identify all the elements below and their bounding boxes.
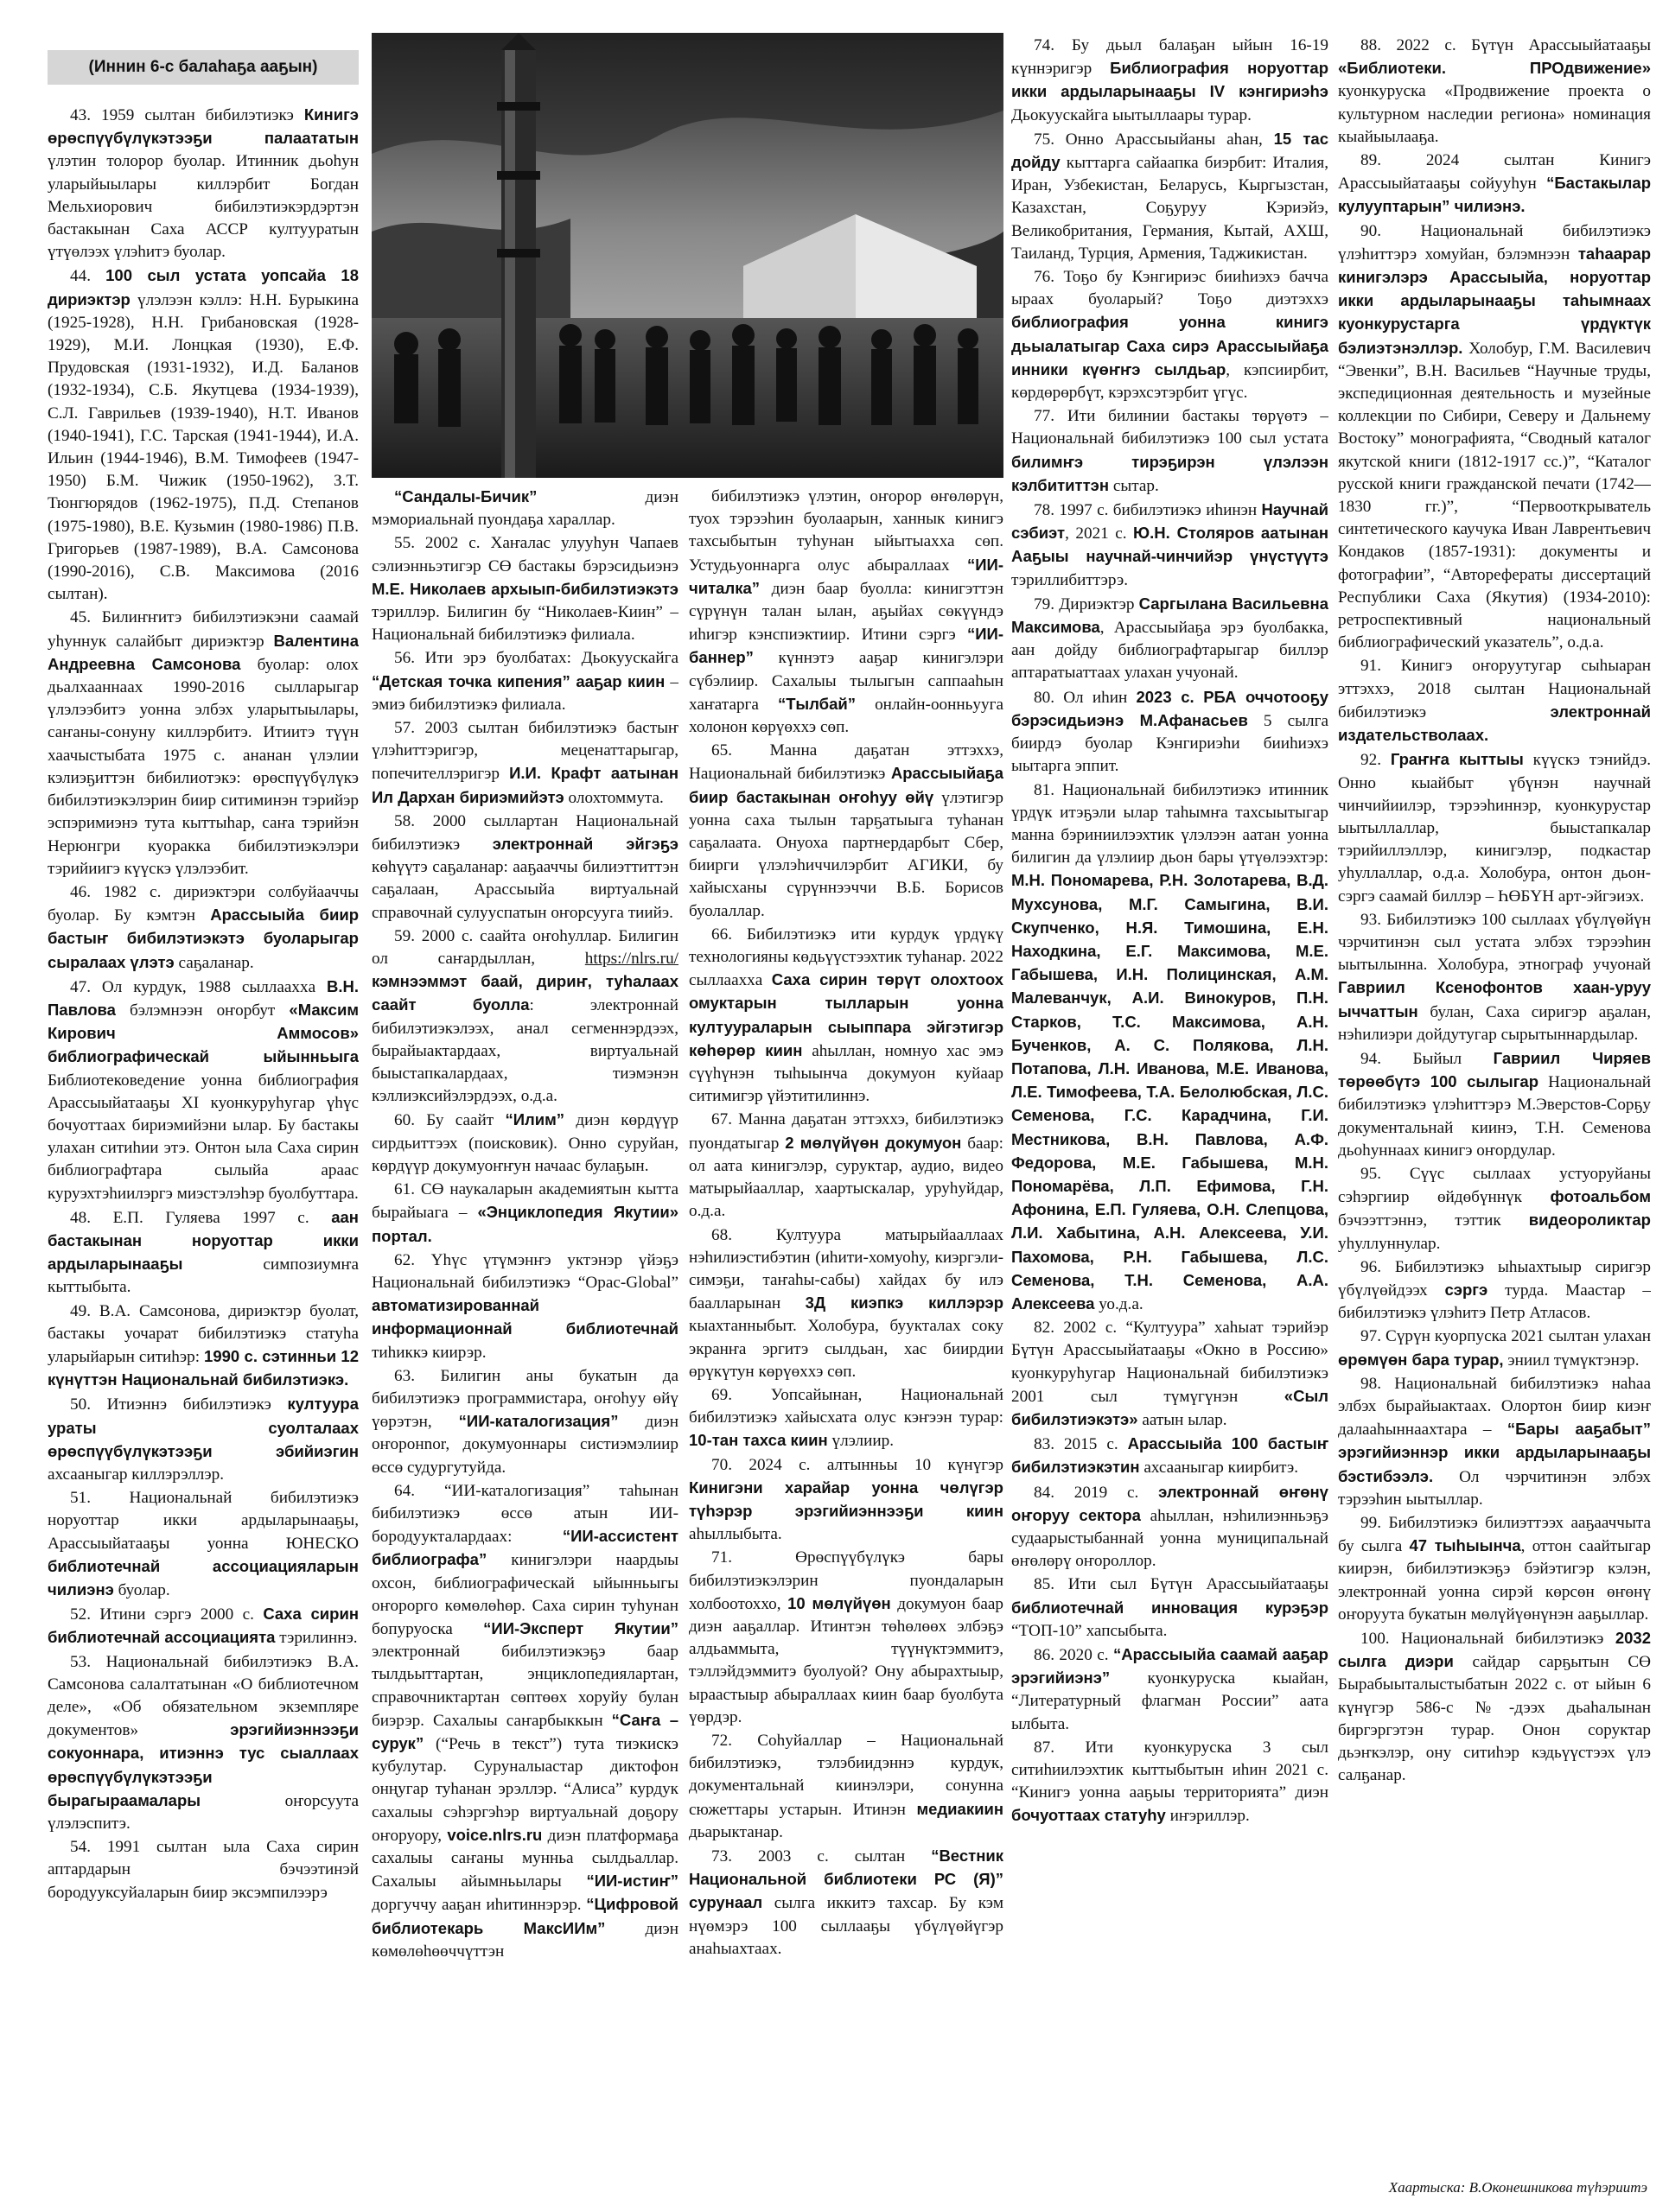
paragraph: 64. “ИИ-каталогизация” таһынан бибилэтиэкэ өссө атын ИИ-бородуукталардаах: “ИИ-ассистент библиографа” кинигэлэри наардыы охсон, библиографическай ыйынньыгы оҥорорго көмөлөһөр. Саха сирин туһунан бопуруоска “ИИ-Эксперт Якутии” электроннай бибилэтиэкэҕэ баар тылдьыттартан, энциклопедиялартан, справочниктартан сөптөөх хоруйу булан биэрэр. Сахалыы саҥарбыккын “Саҥа – сурук” (“Речь в текст”) тута тиэкискэ кубулутар. Суруналыастар диктофон онңугар туһанан эрэллэр. “Алиса” курдук сахалыы сэһэргэһэр виртуальнай доҕору оҥоруору, voice.nlrs.ru диэн платформаҕа сахалыы саҥаны мунньа сылдьаллар. Сахалыы айымньылары “ИИ-истиҥ” доргуччу ааҕан иһитиннэрэр. “Цифровой библиотекарь МаксИИм” диэн көмөлөһөөччүттэн xyxy=(372,1481,678,1961)
paragraph: 49. В.А. Самсонова, дириэктэр буолат, бастакы уочарат бибилэтиэкэ статуһа уларыйарын ситиһэр: 1990 с. сэтинньи 12 күнүттэн Национальнай бибилэтиэкэ. xyxy=(48,1301,359,1389)
paragraph: 76. Тоҕо бу Кэнгириэс бииһиэхэ бачча ыраах буоларый? Тоҕо диэтэххэ библиография уонна кинигэ дьыалатыгар Саха сирэ Арассыыйаҕа инники күөҥҥэ сылдьар, кэпсиирбит, көрдөрөрбүт, кэрэхсэтэрбит үгүс. xyxy=(1011,268,1328,403)
paragraph: 94. Быйыл Гавриил Чиряев төрөөбүтэ 100 сылыгар Национальнай бибилэтиэкэ үлэһиттэрэ М.Эверстов-Сорҕу документальнай киинэ, Т.Н. Семенова дьоһуннаах кинигэ оҥордулар. xyxy=(1338,1048,1651,1160)
paragraph: 62. Үһүс үтүмэнҥэ уктэнэр үйэҕэ Национальнай бибилэтиэкэ “Opac-Global” автоматизированнай информационнай библиотечнай тиһиккэ киирэр. xyxy=(372,1250,678,1362)
paragraph: 71. Өрөспүүбүлүкэ бары бибилэтиэкэлэрин пуондаларын холбоотоххо, 10 мөлүйүөн докумуон баар диэн ааҕаллар. Итинтэн төһөлөөх элбэҕэ алдьаммыта, түүнүктэммитэ, тэллэйдэммитэ буолуой? Ону абырахтыыр, ыраастыыр абыраллаах киин баар буолбута үөрдэр. xyxy=(689,1548,1003,1726)
paragraph: 87. Ити куонкуруска 3 сыл ситиһиилээхтик кыттыбытын иһин 2021 с. “Кинигэ уонна ааҕыы территорията” диэн бочуоттаах статуһу иҥэриллэр. xyxy=(1011,1738,1328,1826)
paragraph: бибилэтиэкэ үлэтин, оҥорор өҥөлөрүн, туох тэрээһин буолаарын, ханнык кинигэ тахсыбытын туһунан ыйытыахха сөп. Устудьуоннарга олус абыраллаах “ИИ-читалка” диэн баар буолла: кинигэттэн сүрүнүн талан ылан, аҕыйах сөкүүндэ иһигэр кэнспиэктиир. Итини сэргэ “ИИ-баннер” күннэтэ ааҕар кинигэлэри сүбэлиир. Сахалыы тылыгын саппааһын хаҥатарга “Тылбай” онлайн-оонньууга холонон көрүөххэ сөп. xyxy=(689,487,1003,737)
paragraph: 68. Култуура матырыйааллаах нэһилиэстибэтин (иһити-хомуоһу, киэргэли-симэҕи, таҥаһы-сабы) хайдах бу илэ баалларынан 3Д киэпкэ киллэрэр кыахтанныбыт. Холобура, буукталах соку экранҥа эргитэ сылдьан, хас биирдии өрүкүтун көрүөххэ сөп. xyxy=(689,1225,1003,1381)
text-column-2 xyxy=(372,486,678,2195)
paragraph: 81. Национальнай бибилэтиэкэ итинник үрдүк итэҕэли ылар таһымҥа тахсыытыгар манна бэриниилээхтик үлэлээн аатан уонна билигин да үлэлиир дьон бары үтүөлээхтэр: М.Н. Пономарева, Р.Н. Золотарева, В.Д. Мухсунова, М.Г. Самыгина, В.И. Скупченко, Н.Я. Тимошина, Е.Н. Находкина, Е.Г. Максимова, М.Е. Габышева, И.Н. Полицинская, А.М. Малеванчук, А.И. Винокуров, П.Н. Старков, Т.С. Максимова, А.Н. Бученков, А. С. Полякова, Л.Н. Потапова, Л.Н. Иванова, М.Е. Иванова, Л.Е. Тимофеева, Т.А. Белолюбская, Л.С. Семенова, Г.С. Карадчина, Г.И. Местникова, В.Н. Павлова, А.Ф. Федорова, М.Е. Габышева, М.Н. Пономарёва, Л.П. Ефимова, Г.Н. Афонина, Е.П. Гуляева, О.Н. Слепцова, Л.И. Хабытина, А.Н. Алексеева, У.И. Пахомова, Р.Н. Габышева, Л.С. Семенова, Т.Н. Семенова, А.А. Алексеева уо.д.а. xyxy=(1011,780,1328,1313)
paragraph: 70. 2024 с. алтынньы 10 күнүгэр Кинигэни харайар уонна чөлүгэр түһэрэр эрэгийиэннээҕи киин аһыллыбыта. xyxy=(689,1455,1003,1544)
paragraph: 83. 2015 с. Арассыыйа 100 бастыҥ бибилэтиэкэтин ахсааныгар киирбитэ. xyxy=(1011,1434,1328,1478)
paragraph: 48. Е.П. Гуляева 1997 с. аан бастакынан норуоттар икки ардыларынааҕы симпозиумҥа кыттыбыта. xyxy=(48,1207,359,1297)
paragraph: 53. Национальнай бибилэтиэкэ В.А. Самсонова салалтатынан «О библиотечном деле», «Об обязательном экземпляре документов» эрэгийиэннээҕи сокуоннара, итиэннэ тус сыаллаах өрөспүүбүлүкэтээҕи бырагыраамалары оҥорсуута үлэлэспитэ. xyxy=(48,1652,359,1834)
text-column-1 xyxy=(48,104,359,2195)
paragraph: 88. 2022 с. Бүтүн Арассыыйатааҕы «Библиотеки. ПРОдвижение» куонкуруска «Продвижение проекта о культурном наследии региона» номинация кыайыылааҕа. xyxy=(1338,36,1651,146)
paragraph: 80. Ол иһин 2023 с. РБА оччотооҕу бэрэсидьиэнэ М.Афанасьев 5 сылга биирдэ буолар Кэнгириэһи бииһиэхэ ыытарга эппит. xyxy=(1011,687,1328,776)
paragraph: 47. Ол курдук, 1988 сыллааххa В.Н. Павлова бэлэмнээн оҥорбут «Максим Кирович Аммосов» библиографическай ыйынньыга Библиотековедение уонна библиография Арассыыйатааҕы XI куонкуруһугар үһүс бочуоттаах бириэмийэни ылар. Бу бастакы улахан ситиһии этэ. Онтон ыла Саха сирин библиографтара сылыйа араас куруэхтэһиилэргэ миэстэлэһэр буолбуттара. xyxy=(48,976,359,1203)
paragraph: 99. Бибилэтиэкэ билиэттээх ааҕааччыта бу сылга 47 тыһыынча, оттон саайтыгар киирэн, бибилэтиэкэҕэ бэйэтигэр кэлэн, электроннай уонна сирэй көрсөн өҥөнү оҥоруута букатын мөлүйүөнүнэн ааҕыллар. xyxy=(1338,1514,1651,1624)
paragraph: 46. 1982 с. дириэктэри солбуйааччы буолар. Бу кэмтэн Арассыыйа биир бастыҥ бибилэтиэкэтэ буоларыгар сыралаах үлэтэ саҕаланар. xyxy=(48,882,359,972)
banner-text: (Иннин 6-с балаһаҕа ааҕын) xyxy=(88,58,318,76)
paragraph: 44. 100 сыл устата уопсайа 18 дириэктэр үлэлээн кэллэ: Н.Н. Бурыкина (1925-1928), Н.Н. Грибановская (1928-1929), М.И. Лонцкая (1930), Е.Ф. Прудовская (1931-1932), И.Д. Баланов (1932-1934), С.Б. Якутцева (1934-1939), С.Л. Гаврильев (1939-1940), Н.Т. Иванов (1940-1941), Г.С. Тарская (1941-1944), И.А. Ильин (1944-1946), В.М. Тимофеев (1947-1950) Б.М. Чижик (1950-1962), З.Т. Тюнгюрядов (1962-1975), П.Д. Степанов (1975-1980), В.Е. Кузьмин (1980-1986) П.В. Григорьев (1987-1989), В.А. Самсонова (1990-2016), С.В. Максимова (2016 сылтан). xyxy=(48,266,359,604)
paragraph: 84. 2019 с. электроннай өҥөнү оҥоруу сектора аһыллан, нэһилиэнньэҕэ судаарыстыбаннай уонна муниципальнай өҥөлөрү оҥороллор. xyxy=(1011,1482,1328,1571)
paragraph: 50. Итиэннэ бибилэтиэкэ култуура ураты суолталаах өрөспүүбүлүкэтээҕи эбийиэгин ахсааныгар киллэрэллэр. xyxy=(48,1395,359,1484)
paragraph: “Сандалы-Бичик” диэн мэмориальнай пуондаҕа хараллар. xyxy=(372,487,678,530)
paragraph: 69. Уопсайынан, Национальнай бибилэтиэкэ хайысхата олус кэҥээн турар: 10-тан тахса киин үлэлиир. xyxy=(689,1385,1003,1451)
paragraph: 95. Сүүс сыллаах устуоруйаны сэһэргиир өйдөбүннүк фотоальбом бэчээттэннэ, тэттик видеороликтар уһуллуннулар. xyxy=(1338,1164,1651,1253)
paragraph: 56. Ити эрэ буолбатах: Дьокуускайга “Детская точка кипения” ааҕар киин – эмиэ бибилэтиэкэ филиала. xyxy=(372,649,678,714)
paragraph: 85. Ити сыл Бүтүн Арассыыйатааҕы библиотечнай инновация курэҕэр “ТОП-10” хапсыбыта. xyxy=(1011,1575,1328,1640)
paragraph: 92. Граҥҥа кыттыы күүскэ тэнийдэ. Онно кыайбыт үбүнэн научнай чинчийиилэр, тэрээһиннэр, куонкурустар ыытыллаллар, быыстапкалар тэрийиллэллэр, кинигэлэр, подкастар уһуллаллар, о.д.а. Холобура, онтон дьон-сэргэ саамай биллэр – ҺӨБҮН арт-эйгэиэх. xyxy=(1338,750,1651,906)
paragraph: 58. 2000 сыллартан Национальнай бибилэтиэкэ электроннай эйгэҕэ көһүүтэ саҕаланар: ааҕааччы билиэттиттэн саҕалаан, Арассыыйа виртуальнай справочнай сулууспатын оҥорсууга тиийэ. xyxy=(372,811,678,922)
paragraph: 77. Ити билинии бастакы төрүөтэ – Национальнай бибилэтиэкэ 100 сыл устата билимҥэ тирэҕирэн үлэлээн кэлбититтэн сытар. xyxy=(1011,407,1328,495)
text-column-3 xyxy=(689,486,1003,2195)
paragraph: 93. Бибилэтиэкэ 100 сыллаах үбүлүөйүн чэрчитинэн сыл устата элбэх тэрээһин ыытылынна. Холобура, этнограф учуонай Гавриил Ксенофонтов хаан-уруу ыччаттын булан, Саха сиригэр аҕалан, нэһилиэри дойдутугар сырытыннардылар. xyxy=(1338,910,1651,1044)
paragraph: 67. Манна даҕатан эттэххэ, бибилэтиэкэ пуондатыгар 2 мөлүйүөн докумуон баар: ол аата кинигэлэр, суруктар, аудио, видео матырыйааллар, хаартыскалар, уруһуйдар, о.д.а. xyxy=(689,1110,1003,1221)
paragraph: 79. Дириэктэр Саргылана Васильевна Максимова, Арассыыйаҕа эрэ буолбакка, аан дойду библиографтарыгар биллэр аптаратыаттаах улахан учуонай. xyxy=(1011,594,1328,683)
paragraph: 61. СӨ наукаларын академиятын кытта бырайыага – «Энциклопедия Якутии» портал. xyxy=(372,1180,678,1245)
paragraph: 57. 2003 сылтан бибилэтиэкэ бастыҥ үлэһиттэригэр, меценаттарыгар, попечителлэригэр И.И. Крафт аатынан Ил Дархан бириэмийэтэ олохтоммута. xyxy=(372,719,678,807)
paragraph: 45. Билиҥҥитэ бибилэтиэкэни саамай уһуннук салайбыт дириэктэр Валентина Андреевна Самсонова буолар: олох дьалхааннаах 1990-2016 сылларыгар үлэлээбитэ уонна элбэх уларытыылары, саҥаны-сонуну киллэрбитэ. Итиитэ түүн хаачыстыбата 1975 с. ананан үлэлии кэлиэҕиттэн бибилиотэкэ: өрөспүүбүлүкэ бибилэтиэкэлэрин биир ситиминэн тэрийэр эспэримиэнэ тута кыттыһар, саҥа тэрийэн Нерюнгри куоракка бибилэтиэкэлэри тэрийиигэ күүскэ үлэлээбит. xyxy=(48,608,359,878)
photo-ceremony-pillar-icon xyxy=(372,33,1003,478)
paragraph: 52. Итини сэргэ 2000 с. Саха сирин библиотечнай ассоциацията тэрилиннэ. xyxy=(48,1605,359,1648)
paragraph: 65. Манна даҕатан эттэххэ, Национальнай бибилэтиэкэ Арассыыйаҕа биир бастакынан оҥоһуу өйү үлэтигэр уонна саха тылын тарҕатыыга туһанан саҕалаата. Онуоха партнердарбыт Сбер, биирги үлэлэһиччилэрбит АГИКИ, бу хайысханы сүрүннээччи В.Б. Борисов буолаллар. xyxy=(689,741,1003,920)
paragraph: 51. Национальнай бибилэтиэкэ норуоттар икки ардыларынааҕы, Арассыыйатааҕы уонна ЮНЕСКО библиотечнай ассоциацияларын чилиэнэ буолар. xyxy=(48,1489,359,1599)
paragraph: 59. 2000 с. саайта оҥоһуллар. Билигин ол саҥардыллан, https://nlrs.ru/ кэмнээммэт баай, дириҥ, туһалаах саайт буолла: электроннай бибилэтиэкэлээх, анал сегменнэрдээх, бырайыактардаах, виртуальнай быыстапкалардаах, тиэмэнэн кэллиэксийэлэрдээх, о.д.а. xyxy=(372,926,678,1106)
paragraph: 97. Сүрүн куорпуска 2021 сылтан улахан өрөмүөн бара турар, эниил түмүктэнэр. xyxy=(1338,1327,1651,1370)
paragraph: 75. Онно Арассыыйаны аһан, 15 тас дойду кыттарга сайаапка биэрбит: Италия, Иран, Узбекистан, Беларусь, Кыргызстан, Казахстан, Соҕуруу Кэриэйэ, Великобритания, Германия, Кытай, АХШ, Таиланд, Турция, Армения, Таджикистан. xyxy=(1011,129,1328,263)
paragraph: 78. 1997 с. бибилэтиэкэ иһинэн Научнай сэбиэт, 2021 с. Ю.Н. Столяров аатынан Ааҕыы научнай-чинчийэр үнүстүүтэ тэриллибиттэрэ. xyxy=(1011,500,1328,589)
paragraph: 43. 1959 сылтан бибилэтиэкэ Кинигэ өрөспүүбүлүкэтээҕи палаататын үлэтин толорор буолар. Итинник дьоһун уларыйыылары киллэрбит Богдан Мельхиорович бибилэтиэкэрдэртэн бастакынан Саха АССР култууратын үтүөлээх үлэһитэ буолар. xyxy=(48,105,359,262)
text-column-4 xyxy=(1011,35,1328,2195)
paragraph: 90. Национальнай бибилэтиэкэ үлэһиттэрэ хомуйан, бэлэмнээн таһаарар кинигэлэрэ Арассыыйа, норуоттар икки ардыларынааҕы таһымнаах куонкурустарга үрдүктүк бэлиэтэнэллэр. Холобур, Г.М. Василевич “Эвенки”, В.Н. Васильев “Научные труды, экспедиционная деятельность и музейные коллекции по Сибири, Северу и Дальнему Востоку” монографията, “Сводный каталог якутской книги (1812-1917 сс.)”, “Каталог русской книги гражданской печати (1742—1830 гг.)”, “Первооткрыватель синтетического каучука Иван Лаврентьевич Кондаков (1857-1931): документы и фотографии”, “Авторефераты диссертаций Республики Саха (Якутия) (1934-2010): ретроспективный национальный библиографический указатель”, о.д.а. xyxy=(1338,221,1651,652)
paragraph: 86. 2020 с. “Арассыыйа саамай ааҕар эрэгийиэнэ” куонкуруска кыайан, “Литературный флагман России” аата ылбыта. xyxy=(1011,1645,1328,1733)
paragraph: 54. 1991 сылтан ыла Саха сирин аптардарын бэчээтинэй бородууксуйаларын биир эксэмпилээрэ xyxy=(48,1838,359,1902)
photo-credit: Хаартыска: В.Оконешникова түһэриитэ xyxy=(1388,2179,1647,2196)
paragraph: 73. 2003 с. сылтан “Вестник Национальной библиотеки РС (Я)” сурунаал сылга иккитэ тахсар. Бу кэм нүөмэрэ 100 сыллааҕы үбүлүөйүгэр анаһыахтаах. xyxy=(689,1846,1003,1958)
paragraph: 60. Бу саайт “Илим” диэн көрдүүр сирдьиттээх (поисковик). Онно суруйан, көрдүүр докумуоҥҥун начаас булаҕын. xyxy=(372,1110,678,1175)
paragraph: 98. Национальнай бибилэтиэкэ наһаа элбэх бырайыактаах. Олортон биир киэҥ далааһыннаахтара – “Бары ааҕабыт” эрэгийиэннэр икки ардыларынааҕы бэстибээлэ. Ол чэрчитинэн элбэх тэрээһин ыытыллар. xyxy=(1338,1374,1651,1509)
paragraph: 63. Билигин аны букатын да бибилэтиэкэ программистара, оҥоһуу өйү үөрэтэн, “ИИ-каталогизация” диэн оҥоронnor, докумуоннары систиэмэлиир өссө судургутуйда. xyxy=(372,1366,678,1477)
paragraph: 74. Бу дьыл балаҕан ыйын 16-19 күннэригэр Библиография норуоттар икки ардыларынааҕы IV кэнгириэһэ Дьокуускайга ыытыллаары турар. xyxy=(1011,36,1328,124)
paragraph: 91. Кинигэ оҥоруутугар сыһыаран эттэххэ, 2018 сылтан Национальнай бибилэтиэкэ электроннай издательстволаах. xyxy=(1338,657,1651,745)
paragraph: 72. Соһуйаллар – Национальнай бибилэтиэкэ, тэлэбиидэннэ курдук, документальнай киинэлэри, сонунна сюжеттары устарын. Итинэн медиакиин дьарыктанар. xyxy=(689,1731,1003,1841)
article-photo xyxy=(372,33,1003,478)
text-column-5 xyxy=(1338,35,1651,2169)
paragraph: 82. 2002 с. “Култуура” хаһыат тэрийэр Бүтүн Арассыыйатааҕы «Окно в Россию» куонкуруһугар Национальнай бибилэтиэкэ 2001 сыл түмүгүнэн «Сыл бибилэтиэкэтэ» аатын ылар. xyxy=(1011,1319,1328,1429)
paragraph: 100. Национальнай бибилэтиэкэ 2032 сылга диэри сайдар сарҕытын СӨ Бырабыыталыстыбатын 2022 с. от ыйын 6 күнүгэр 586-с №-дээх дьаһалынан биргэргэтэн турар. Онон соруктар дьэҥкэлэр, ону ситиһэр кэдьүүстээх үлэ салҕанар. xyxy=(1338,1629,1651,1785)
paragraph: 66. Бибилэтиэкэ ити курдук үрдүкү технологияны көдьүүстээхтик туһанар. 2022 сыллааххa Саха сирин төрүт олохтоох омуктарын тылларын уонна култуураларын сыыппара эйгэтигэр көһөрөр киин аһыллан, номнуо хас эмэ сүүһүнэн тыһыынча докумуон куйаар ситимигэр үйэтитилиннэ. xyxy=(689,925,1003,1106)
paragraph: 96. Бибилэтиэкэ ыһыахтыыр сиригэр үбүлүөйдээх сэргэ турда. Маастар – бибилэтиэкэ үлэһитэ Петр Атласов. xyxy=(1338,1257,1651,1323)
paragraph: 55. 2002 с. Хаҥалас улууһун Чапаев сэлиэнньэтигэр СӨ бастакы бэрэсидьиэнэ М.Е. Николаев архыып-бибилэтиэкэтэ тэриллэр. Билигин бу “Николаев-Киин” – Национальнай бибилэтиэкэ филиала. xyxy=(372,534,678,645)
continued-from-banner xyxy=(48,50,359,85)
paragraph: 89. 2024 сылтан Кинигэ Арассыыйатааҕы сойууһун “Бастакылар кулууптарын” чилиэнэ. xyxy=(1338,151,1651,216)
